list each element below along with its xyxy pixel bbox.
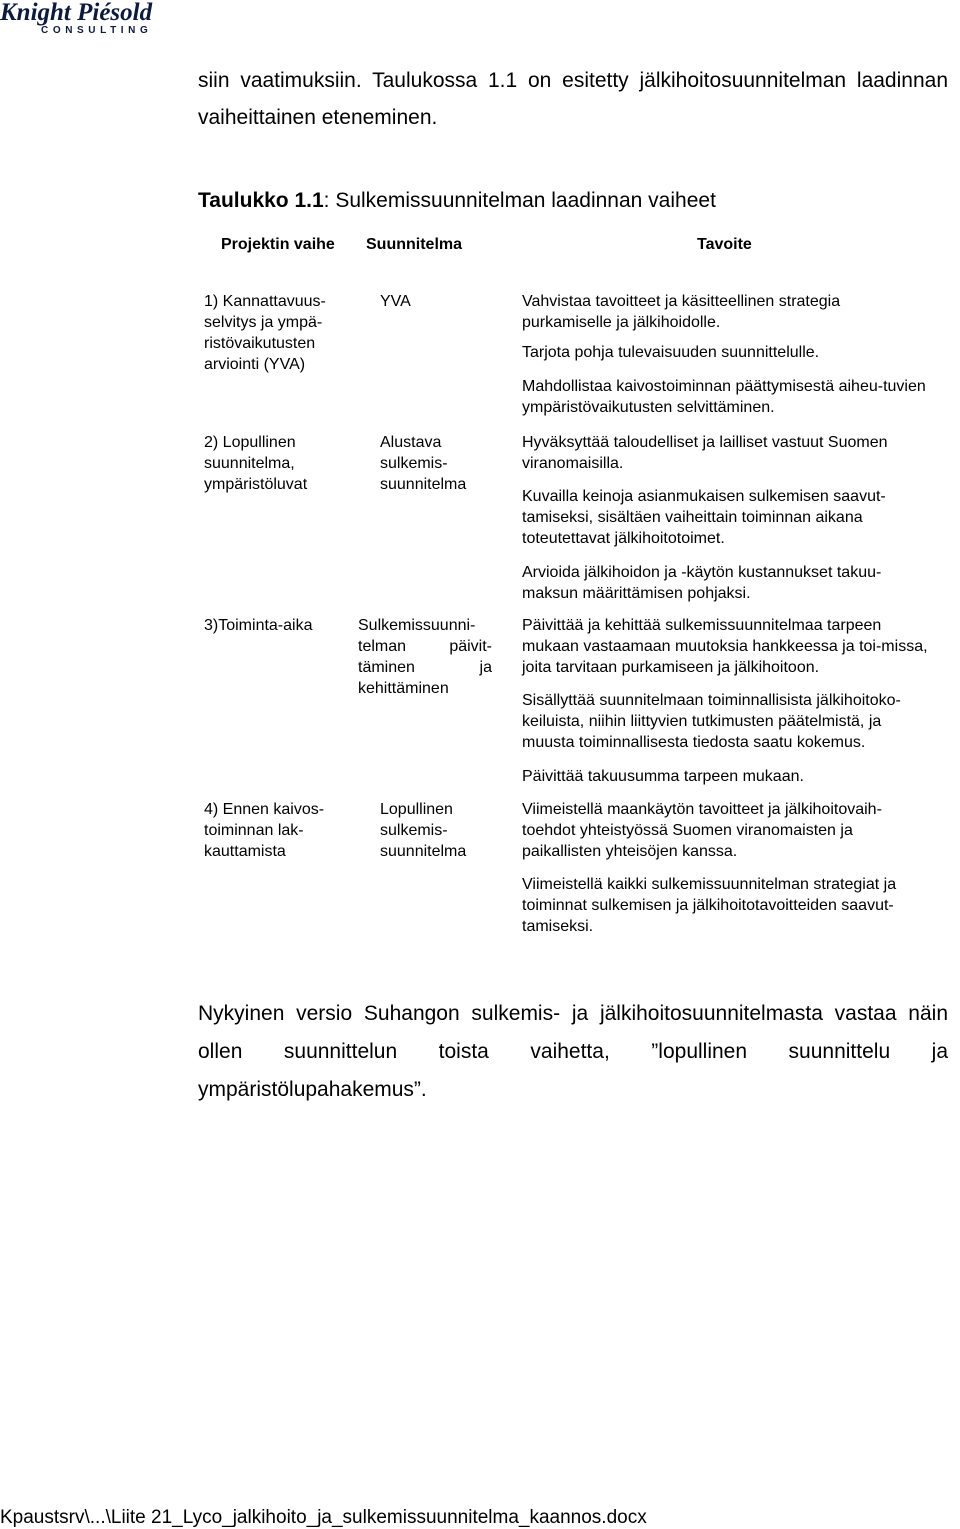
- row4-phase: 4) Ennen kaivos-toiminnan lak-kauttamista: [204, 801, 325, 860]
- table-caption-text: : Sulkemissuunnitelman laadinnan vaiheet: [323, 189, 716, 212]
- row4-plan: Lopullinen sulkemis-suunnitelma: [380, 801, 467, 860]
- logo-name: Knight Piésold: [0, 0, 153, 26]
- row3-goal-1: Päivittää ja kehittää sulkemissuunnitelmaa tarpeen mukaan vastaamaan muutoksia hankkeessa ja toi-missa, joita tarvitaan purkamiseen ja jälkihoitoon.: [522, 617, 928, 676]
- table-caption-label: Taulukko 1.1: [198, 189, 324, 212]
- row4-goal-1: Viimeistellä maankäytön tavoitteet ja jälkihoitovaih-toehdot yhteistyössä Suomen viranomaisten ja paikallisten yhteisöjen kanssa.: [522, 801, 882, 860]
- company-logo: [0, 0, 152, 36]
- row1-goal-3: Mahdollistaa kaivostoiminnan päättymisestä aiheu-tuvien ympäristövaikutusten selvittäminen.: [522, 378, 926, 416]
- row3-goal-3: Päivittää takuusumma tarpeen mukaan.: [522, 768, 804, 785]
- footer-file-path: Kpaustsrv\...\Liite 21_Lyco_jalkihoito_ja_sulkemissuunnitelma_kaannos.docx: [0, 1507, 647, 1528]
- row2-phase: 2) Lopullinen suunnitelma, ympäristöluvat: [204, 434, 308, 493]
- row1-plan: YVA: [380, 293, 411, 310]
- row2-plan: Alustava sulkemis-suunnitelma: [380, 434, 467, 493]
- row1-goal-1: Vahvistaa tavoitteet ja käsitteellinen strategia purkamiselle ja jälkihoidolle.: [522, 293, 841, 331]
- intro-paragraph: siin vaatimuksiin. Taulukossa 1.1 on esitetty jälkihoitosuunnitelman laadinnan vaiheittainen eteneminen.: [198, 69, 948, 129]
- row2-goal-2: Kuvailla keinoja asianmukaisen sulkemisen saavut-tamiseksi, sisältäen vaiheittain toiminnan aikana toteutettavat jälkihoitotoimet.: [522, 488, 886, 547]
- row3-phase: 3)Toiminta-aika: [204, 617, 313, 634]
- row1-phase: 1) Kannattavuus-selvitys ja ympä-ristövaikutusten arviointi (YVA): [204, 293, 326, 373]
- row4-goal-2: Viimeistellä kaikki sulkemissuunnitelman strategiat ja toiminnat sulkemisen ja jälkihoitotavoitteiden saavut-tamiseksi.: [522, 876, 897, 935]
- header-plan: Suunnitelma: [366, 236, 463, 253]
- row1-goal-2: Tarjota pohja tulevaisuuden suunnittelulle.: [522, 344, 820, 361]
- logo-subtitle: CONSULTING: [41, 25, 153, 36]
- row2-goal-1: Hyväksyttää taloudelliset ja lailliset vastuut Suomen viranomaisilla.: [522, 434, 888, 472]
- header-phase: Projektin vaihe: [221, 236, 335, 253]
- row3-goal-2: Sisällyttää suunnitelmaan toiminnallisista jälkihoitoko-keiluista, niihin liittyvien tutkimusten päätelmistä, ja muusta toiminnallisesta tiedosta saatu kokemus.: [522, 692, 901, 751]
- row2-goal-3: Arvioida jälkihoidon ja -käytön kustannukset takuu-maksun määrittämisen pohjaksi.: [522, 564, 882, 602]
- table-caption: [198, 189, 716, 213]
- row3-plan: Sulkemissuunni-telman päivit-täminen ja kehittäminen: [358, 617, 492, 697]
- outro-paragraph: Nykyinen versio Suhangon sulkemis- ja jälkihoitosuunnitelmasta vastaa näin ollen suunnittelun toista vaihetta, ”lopullinen suunnittelu ja ympäristölupahakemus”.: [198, 1002, 948, 1101]
- header-goal: Tavoite: [697, 236, 752, 253]
